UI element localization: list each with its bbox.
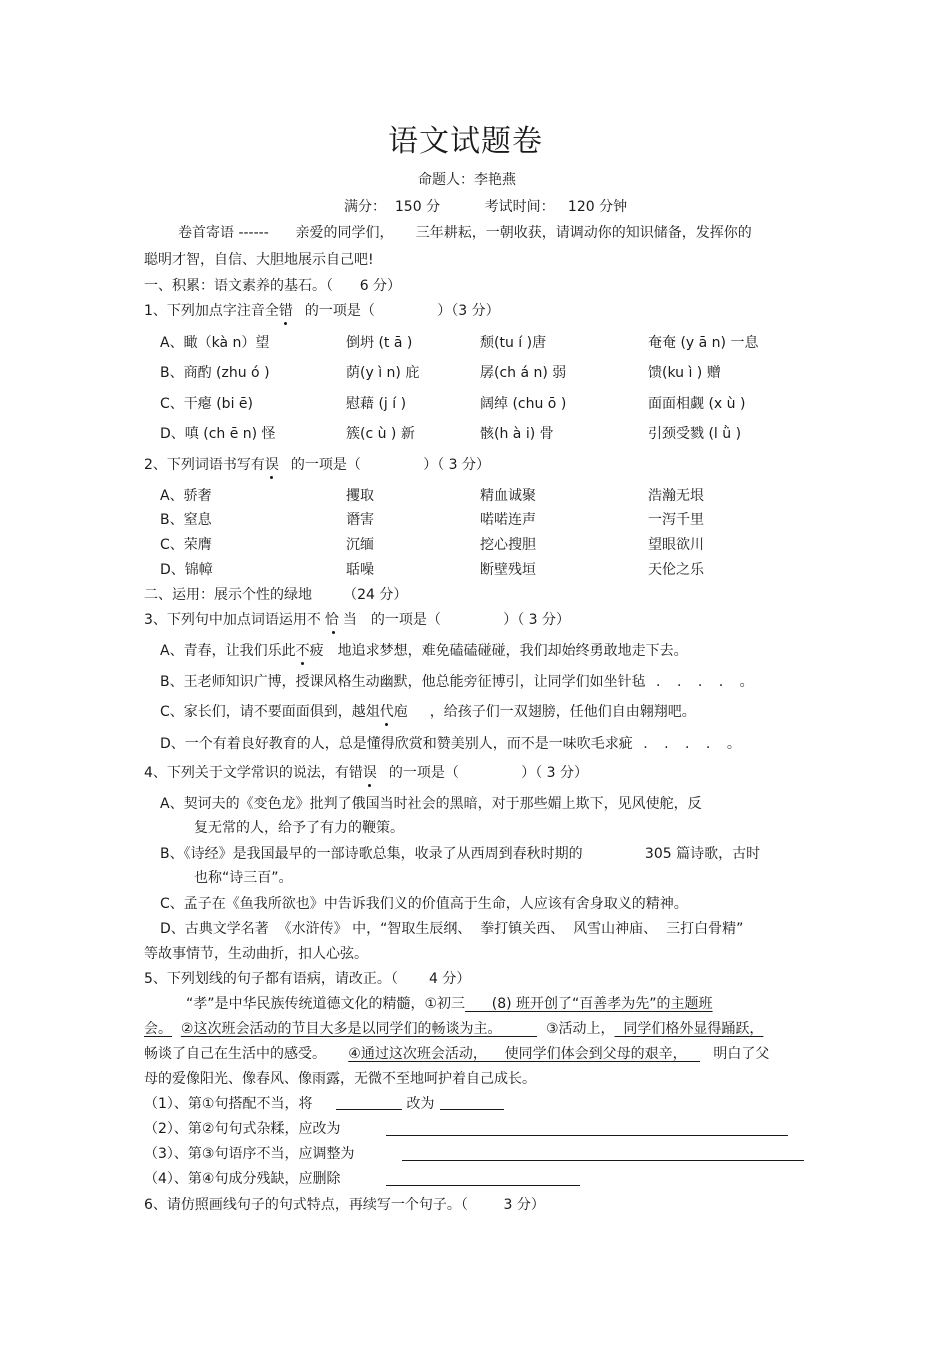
q2-option-b-4: 一泻千里 xyxy=(648,512,704,528)
q2-option-d-2: 聒噪 xyxy=(346,562,374,578)
underlined-sentence-2: ②这次班会活动的节目大多是以同学们的畅谈为主。 xyxy=(180,1021,538,1037)
q2-option-d-4: 天伦之乐 xyxy=(648,562,704,578)
answer-blank[interactable] xyxy=(336,1109,402,1110)
dotted-blank: . . . . xyxy=(645,674,740,690)
q1-option-b-3: 孱(ch á n) 弱 xyxy=(480,365,567,381)
q1-option-d: D、嗔 (ch ē n) 怪 xyxy=(160,426,276,442)
underlined-sentence-3: 同学们格外显得踊跃， xyxy=(614,1021,764,1037)
answer-line-4[interactable] xyxy=(386,1185,580,1186)
q5-passage-line-2: 会。 ②这次班会活动的节目大多是以同学们的畅谈为主。 ③活动上， 同学们格外显得踊跃， xyxy=(144,1021,764,1037)
q5-passage-line-4: 母的爱像阳光、像春风、像雨露，无微不至地呵护着自己成长。 xyxy=(144,1071,536,1087)
underlined-sentence-4: ④通过这次班会活动， 使同学们体会到父母的艰辛， xyxy=(348,1046,700,1062)
q5-sub-2: （2）、第②句句式杂糅，应改为 xyxy=(144,1121,341,1137)
q2-option-c-2: 沉缅 xyxy=(346,537,374,553)
q1-option-d-4: 引颈受戮 (l ǜ ) xyxy=(648,426,742,442)
q1-option-c: C、干瘪 (bi ē) xyxy=(160,396,253,412)
intro-line-1: 卷首寄语 ------ 亲爱的同学们， 三年耕耘，一朝收获，请调动你的知识储备，发挥你的 xyxy=(178,225,752,241)
q1-option-a-2: 倒坍 (t ā ) xyxy=(346,335,413,351)
q5-passage-line-1: “孝”是中华民族传统道德文化的精髓，①初三 (8) 班开创了“百善孝为先”的主题班 xyxy=(186,996,713,1012)
q1-option-c-4: 面面相觑 (x ù ) xyxy=(648,396,746,412)
q4-option-a-line-1: A、契诃夫的《变色龙》批判了俄国当时社会的黑暗，对于那些媚上欺下，见风使舵，反 xyxy=(160,796,702,812)
q2-option-c: C、荣膺 xyxy=(160,537,212,553)
q5-sub-4: （4）、第④句成分残缺，应删除 xyxy=(144,1171,341,1187)
q1-option-a-4: 奄奄 (y ā n) 一息 xyxy=(648,335,759,351)
q1-stem: 1、下列加点字注音全错 的一项是（ ）（3 分） xyxy=(144,303,500,319)
section-1-heading: 一、积累：语文素养的基石。（ 6 分） xyxy=(144,278,402,294)
q1-option-a-3: 颓(tu í )唐 xyxy=(480,335,547,351)
q2-option-a-4: 浩瀚无垠 xyxy=(648,488,704,504)
author-line: 命题人：李艳燕 xyxy=(418,172,516,188)
q2-option-c-3: 挖心搜胆 xyxy=(480,537,536,553)
dotted-blank: . . . . xyxy=(632,736,727,752)
q2-option-d-3: 断壁残垣 xyxy=(480,562,536,578)
q3-option-d: D、一个有着良好教育的人，总是懂得欣赏和赞美别人，而不是一味吹毛求疵 . . . . 。 xyxy=(160,736,741,752)
q3-option-a: A、青春，让我们乐此不疲 地追求梦想，难免磕磕碰碰，我们却始终勇敢地走下去。 xyxy=(160,643,688,659)
q5-sub-1: （1）、第①句搭配不当，将 改为 xyxy=(144,1095,504,1113)
q5-stem: 5、下列划线的句子都有语病，请改正。（ 4 分） xyxy=(144,971,471,987)
q2-option-a-2: 攫取 xyxy=(346,488,374,504)
score-time-line: 满分： 150 分 考试时间： 120 分钟 xyxy=(344,199,628,215)
q5-passage-line-3: 畅谈了自己在生活中的感受。 ④通过这次班会活动， 使同学们体会到父母的艰辛， 明白了父 xyxy=(144,1046,770,1062)
q6-stem: 6、请仿照画线句子的句式特点，再续写一个句子。（ 3 分） xyxy=(144,1197,545,1213)
q5-sub-3: （3）、第③句语序不当，应调整为 xyxy=(144,1146,355,1162)
intro-line-2: 聪明才智，自信、大胆地展示自己吧! xyxy=(144,252,374,268)
q3-option-b: B、王老师知识广博，授课风格生动幽默，他总能旁征博引，让同学们如坐针毡 . . . . 。 xyxy=(160,674,754,690)
page-title: 语文试题卷 xyxy=(388,124,543,159)
q2-option-a: A、骄奢 xyxy=(160,488,212,504)
answer-blank[interactable] xyxy=(440,1109,504,1110)
q2-stem: 2、下列词语书写有误 的一项是（ ）（ 3 分） xyxy=(144,457,491,473)
q1-option-d-3: 骸(h à i) 骨 xyxy=(480,426,554,442)
q2-option-c-4: 望眼欲川 xyxy=(648,537,704,553)
q4-option-a-line-2: 复无常的人，给予了有力的鞭策。 xyxy=(194,820,404,836)
q4-option-b-line-2: 也称“诗三百”。 xyxy=(194,870,293,886)
q4-stem: 4、下列关于文学常识的说法，有错误 的一项是（ ）（ 3 分） xyxy=(144,765,589,781)
q2-option-b: B、窒息 xyxy=(160,512,212,528)
q1-option-d-2: 簇(c ù ) 新 xyxy=(346,426,415,442)
answer-line-2[interactable] xyxy=(386,1135,788,1136)
q3-stem: 3、下列句中加点词语运用不恰当 的一项是（ ）（ 3 分） xyxy=(144,612,571,628)
q4-option-d-line-1: D、古典文学名著 《水浒传》 中，“智取生辰纲、 拳打镇关西、 风雪山神庙、 三打白骨精” xyxy=(160,921,744,937)
q2-option-b-3: 喏喏连声 xyxy=(480,512,536,528)
q2-option-b-2: 谮害 xyxy=(346,512,374,528)
underlined-sentence-1: (8) 班开创了“百善孝为先”的主题班 xyxy=(465,996,713,1012)
q1-option-b-4: 馈(ku ì ) 赠 xyxy=(648,365,721,381)
q1-option-c-2: 慰藉 (j í ) xyxy=(346,396,407,412)
q3-option-c: C、家长们，请不要面面俱到，越俎代庖 ，给孩子们一双翅膀，任他们自由翱翔吧。 xyxy=(160,704,696,720)
q4-option-d-line-2: 等故事情节，生动曲折，扣人心弦。 xyxy=(144,946,368,962)
q1-option-b: B、商酌 (zhu ó ) xyxy=(160,365,270,381)
section-2-heading: 二、运用：展示个性的绿地 （24 分） xyxy=(144,587,408,603)
q1-option-a: A、瞰（kà n）望 xyxy=(160,335,270,351)
q2-option-d: D、锦幛 xyxy=(160,562,213,578)
answer-line-3[interactable] xyxy=(402,1160,804,1161)
q1-option-b-2: 荫(y ì n) 庇 xyxy=(346,365,420,381)
q1-option-c-3: 阔绰 (chu ō ) xyxy=(480,396,567,412)
q4-option-b-line-1: B、《诗经》是我国最早的一部诗歌总集，收录了从西周到春秋时期的 305 篇诗歌，古时 xyxy=(160,846,761,862)
q2-option-a-3: 精血诚聚 xyxy=(480,488,536,504)
q4-option-c: C、孟子在《鱼我所欲也》中告诉我们义的价值高于生命，人应该有舍身取义的精神。 xyxy=(160,896,688,912)
